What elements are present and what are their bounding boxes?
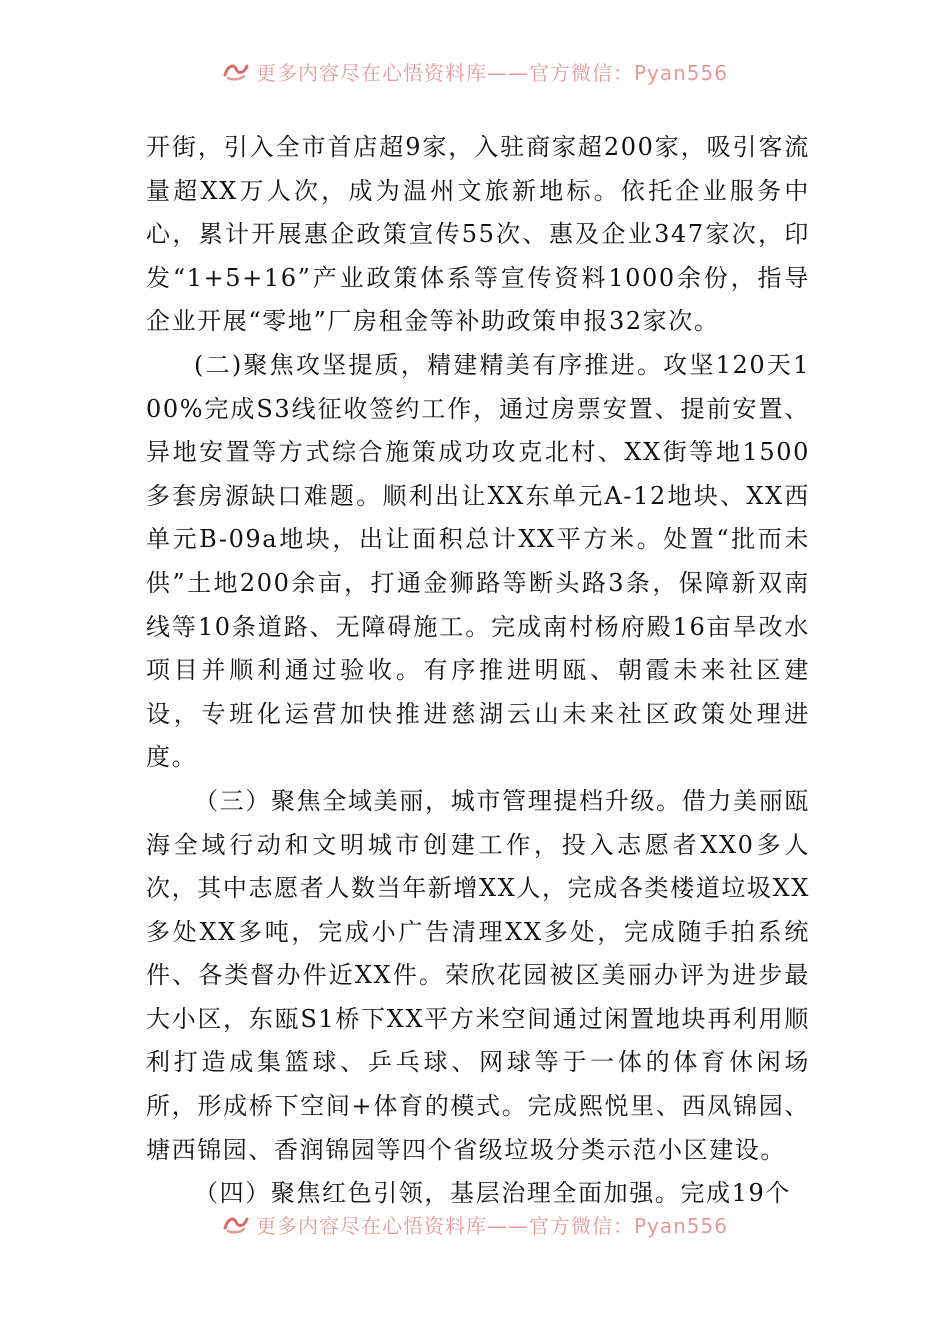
watermark-footer xyxy=(0,1207,950,1241)
paragraph-continued: 开街，引入全市首店超9家，入驻商家超200家，吸引客流量超XX万人次，成为温州文旅新地标。依托企业服务中心，累计开展惠企政策宣传55次、惠及企业347家次，印发“1+5+16”产业政策体系等宣传资料1000余份，指导企业开展“零地”厂房租金等补助政策申报32家次。 xyxy=(146,133,810,336)
logo-icon xyxy=(222,60,250,82)
paragraph-section-4: （四）聚焦红色引领，基层治理全面加强。完成19个 xyxy=(194,1179,791,1208)
document-body xyxy=(146,126,810,1216)
logo-icon xyxy=(222,1213,250,1235)
paragraph-section-3: （三）聚焦全域美丽，城市管理提档升级。借力美丽瓯海全域行动和文明城市创建工作，投入志愿者XX0多人次，其中志愿者人数当年新增XX人，完成各类楼道垃圾XX多处XX多吨，完成小广告清理XX多处，完成随手拍系统件、各类督办件近XX件。荣欣花园被区美丽办评为进步最大小区，东瓯S1桥下XX平方米空间通过闲置地块再利用顺利打造成集篮球、乒乓球、网球等于一体的体育休闲场所，形成桥下空间+体育的模式。完成熙悦里、西凤锦园、塘西锦园、香润锦园等四个省级垃圾分类示范小区建设。 xyxy=(146,786,810,1164)
paragraph-section-2: (二)聚焦攻坚提质，精建精美有序推进。攻坚120天100%完成S3线征收签约工作，通过房票安置、提前安置、异地安置等方式综合施策成功攻克北村、XX街等地1500多套房源缺口难题。顺利出让XX东单元A-12地块、XX西单元B-09a地块，出让面积总计XX平方米。处置“批而未供”土地200余亩，打通金狮路等断头路3条，保障新双南线等10条道路、无障碍施工。完成南村杨府殿16亩旱改水项目并顺利通过验收。有序推进明瓯、朝霞未来社区建设，专班化运营加快推进慈湖云山未来社区政策处理进度。 xyxy=(146,350,810,772)
watermark-text: 更多内容尽在心悟资料库——官方微信：Pyan556 xyxy=(255,1213,728,1238)
watermark-text: 更多内容尽在心悟资料库——官方微信：Pyan556 xyxy=(255,60,728,85)
watermark-header xyxy=(0,54,950,88)
